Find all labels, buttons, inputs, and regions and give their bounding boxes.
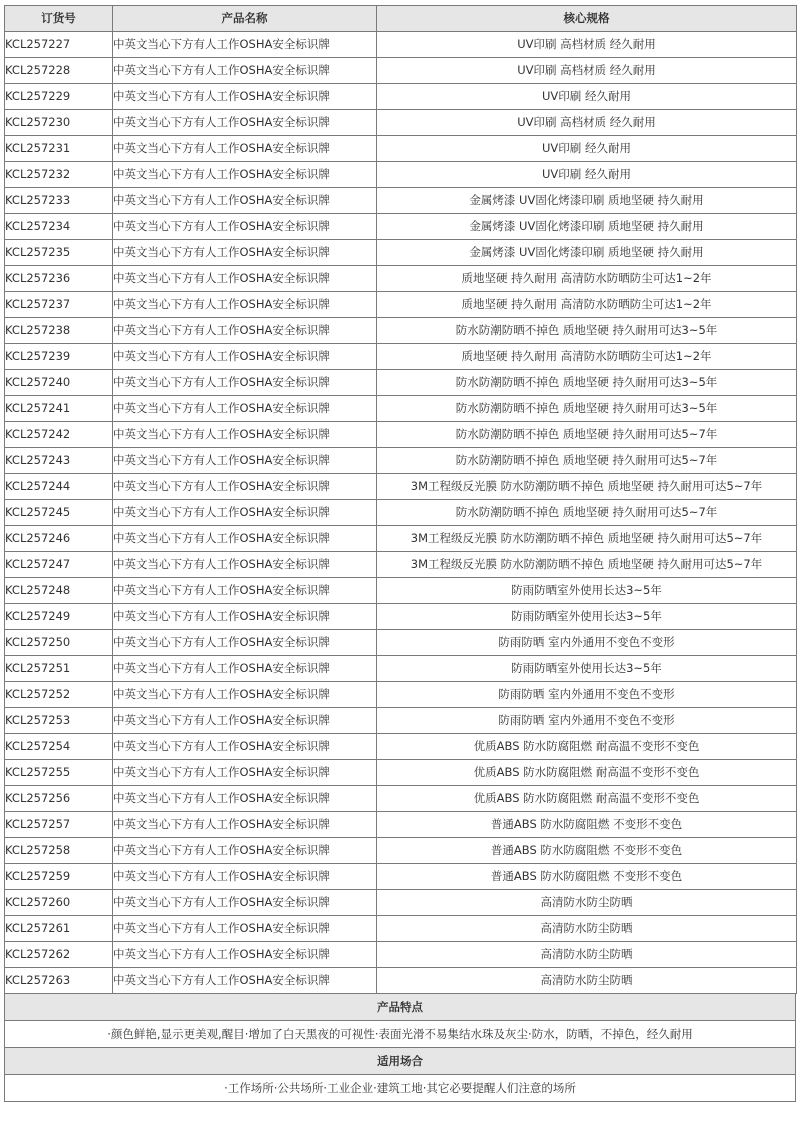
core-spec-cell: 3M工程级反光膜 防水防潮防晒不掉色 质地坚硬 持久耐用可达5~7年	[377, 474, 797, 500]
product-name-cell: 中英文当心下方有人工作OSHA安全标识牌	[113, 448, 377, 474]
product-name-cell: 中英文当心下方有人工作OSHA安全标识牌	[113, 526, 377, 552]
product-name-cell: 中英文当心下方有人工作OSHA安全标识牌	[113, 188, 377, 214]
core-spec-cell: 防水防潮防晒不掉色 质地坚硬 持久耐用可达3~5年	[377, 370, 797, 396]
product-name-cell: 中英文当心下方有人工作OSHA安全标识牌	[113, 656, 377, 682]
product-name-cell: 中英文当心下方有人工作OSHA安全标识牌	[113, 942, 377, 968]
product-name-cell: 中英文当心下方有人工作OSHA安全标识牌	[113, 968, 377, 994]
usage-title: 适用场合	[5, 1048, 795, 1075]
product-name-cell: 中英文当心下方有人工作OSHA安全标识牌	[113, 760, 377, 786]
header-order-code: 订货号	[5, 6, 113, 32]
features-text: ·颜色鲜艳,显示更美观,醒目·增加了白天黑夜的可视性·表面光滑不易集结水珠及灰尘·防水，防晒，不掉色，经久耐用	[107, 1027, 693, 1041]
core-spec-cell: 优质ABS 防水防腐阻燃 耐高温不变形不变色	[377, 786, 797, 812]
product-name-cell: 中英文当心下方有人工作OSHA安全标识牌	[113, 240, 377, 266]
order-code-cell: KCL257232	[5, 162, 113, 188]
core-spec-cell: 质地坚硬 持久耐用 高清防水防晒防尘可达1~2年	[377, 292, 797, 318]
table-row	[5, 708, 797, 734]
table-row	[5, 318, 797, 344]
core-spec-cell: 质地坚硬 持久耐用 高清防水防晒防尘可达1~2年	[377, 344, 797, 370]
order-code-cell: KCL257234	[5, 214, 113, 240]
table-row	[5, 656, 797, 682]
table-row	[5, 552, 797, 578]
table-row	[5, 786, 797, 812]
table-row	[5, 58, 797, 84]
core-spec-cell: 优质ABS 防水防腐阻燃 耐高温不变形不变色	[377, 760, 797, 786]
table-row	[5, 214, 797, 240]
core-spec-cell: 防水防潮防晒不掉色 质地坚硬 持久耐用可达5~7年	[377, 422, 797, 448]
table-row	[5, 162, 797, 188]
product-name-cell: 中英文当心下方有人工作OSHA安全标识牌	[113, 708, 377, 734]
order-code-cell: KCL257228	[5, 58, 113, 84]
spec-table	[4, 5, 797, 994]
order-code-cell: KCL257233	[5, 188, 113, 214]
table-row	[5, 864, 797, 890]
core-spec-cell: 质地坚硬 持久耐用 高清防水防晒防尘可达1~2年	[377, 266, 797, 292]
product-name-cell: 中英文当心下方有人工作OSHA安全标识牌	[113, 110, 377, 136]
product-name-cell: 中英文当心下方有人工作OSHA安全标识牌	[113, 396, 377, 422]
order-code-cell: KCL257261	[5, 916, 113, 942]
order-code-cell: KCL257242	[5, 422, 113, 448]
product-name-cell: 中英文当心下方有人工作OSHA安全标识牌	[113, 786, 377, 812]
order-code-cell: KCL257237	[5, 292, 113, 318]
core-spec-cell: 3M工程级反光膜 防水防潮防晒不掉色 质地坚硬 持久耐用可达5~7年	[377, 552, 797, 578]
core-spec-cell: 普通ABS 防水防腐阻燃 不变形不变色	[377, 864, 797, 890]
core-spec-cell: 高清防水防尘防晒	[377, 916, 797, 942]
product-name-cell: 中英文当心下方有人工作OSHA安全标识牌	[113, 214, 377, 240]
order-code-cell: KCL257231	[5, 136, 113, 162]
core-spec-cell: 高清防水防尘防晒	[377, 942, 797, 968]
table-row	[5, 396, 797, 422]
order-code-cell: KCL257249	[5, 604, 113, 630]
core-spec-cell: UV印刷 高档材质 经久耐用	[377, 58, 797, 84]
product-name-cell: 中英文当心下方有人工作OSHA安全标识牌	[113, 266, 377, 292]
core-spec-cell: 高清防水防尘防晒	[377, 968, 797, 994]
order-code-cell: KCL257238	[5, 318, 113, 344]
order-code-cell: KCL257235	[5, 240, 113, 266]
order-code-cell: KCL257244	[5, 474, 113, 500]
product-name-cell: 中英文当心下方有人工作OSHA安全标识牌	[113, 864, 377, 890]
table-row	[5, 682, 797, 708]
usage-section	[4, 1048, 796, 1102]
header-product-name: 产品名称	[113, 6, 377, 32]
order-code-cell: KCL257245	[5, 500, 113, 526]
order-code-cell: KCL257227	[5, 32, 113, 58]
core-spec-cell: UV印刷 高档材质 经久耐用	[377, 32, 797, 58]
order-code-cell: KCL257246	[5, 526, 113, 552]
usage-text: ·工作场所·公共场所·工业企业·建筑工地·其它必要提醒人们注意的场所	[224, 1081, 576, 1095]
core-spec-cell: 防水防潮防晒不掉色 质地坚硬 持久耐用可达3~5年	[377, 396, 797, 422]
order-code-cell: KCL257248	[5, 578, 113, 604]
core-spec-cell: 防雨防晒室外使用长达3~5年	[377, 604, 797, 630]
product-name-cell: 中英文当心下方有人工作OSHA安全标识牌	[113, 682, 377, 708]
product-name-cell: 中英文当心下方有人工作OSHA安全标识牌	[113, 630, 377, 656]
core-spec-cell: 普通ABS 防水防腐阻燃 不变形不变色	[377, 812, 797, 838]
features-title: 产品特点	[5, 994, 795, 1021]
table-row	[5, 942, 797, 968]
core-spec-cell: 防水防潮防晒不掉色 质地坚硬 持久耐用可达5~7年	[377, 500, 797, 526]
table-row	[5, 812, 797, 838]
core-spec-cell: 金属烤漆 UV固化烤漆印刷 质地坚硬 持久耐用	[377, 214, 797, 240]
table-row	[5, 32, 797, 58]
product-name-cell: 中英文当心下方有人工作OSHA安全标识牌	[113, 422, 377, 448]
order-code-cell: KCL257243	[5, 448, 113, 474]
product-name-cell: 中英文当心下方有人工作OSHA安全标识牌	[113, 474, 377, 500]
product-name-cell: 中英文当心下方有人工作OSHA安全标识牌	[113, 812, 377, 838]
table-row	[5, 500, 797, 526]
product-name-cell: 中英文当心下方有人工作OSHA安全标识牌	[113, 578, 377, 604]
table-row	[5, 292, 797, 318]
table-header-row	[5, 6, 797, 32]
core-spec-cell: UV印刷 经久耐用	[377, 136, 797, 162]
product-name-cell: 中英文当心下方有人工作OSHA安全标识牌	[113, 890, 377, 916]
table-row	[5, 344, 797, 370]
order-code-cell: KCL257258	[5, 838, 113, 864]
order-code-cell: KCL257255	[5, 760, 113, 786]
order-code-cell: KCL257260	[5, 890, 113, 916]
product-name-cell: 中英文当心下方有人工作OSHA安全标识牌	[113, 552, 377, 578]
order-code-cell: KCL257236	[5, 266, 113, 292]
order-code-cell: KCL257229	[5, 84, 113, 110]
core-spec-cell: 防雨防晒 室内外通用不变色不变形	[377, 630, 797, 656]
order-code-cell: KCL257254	[5, 734, 113, 760]
order-code-cell: KCL257259	[5, 864, 113, 890]
product-name-cell: 中英文当心下方有人工作OSHA安全标识牌	[113, 318, 377, 344]
table-row	[5, 734, 797, 760]
product-name-cell: 中英文当心下方有人工作OSHA安全标识牌	[113, 916, 377, 942]
product-name-cell: 中英文当心下方有人工作OSHA安全标识牌	[113, 734, 377, 760]
table-row	[5, 136, 797, 162]
features-section	[4, 994, 796, 1048]
order-code-cell: KCL257241	[5, 396, 113, 422]
core-spec-cell: 优质ABS 防水防腐阻燃 耐高温不变形不变色	[377, 734, 797, 760]
order-code-cell: KCL257252	[5, 682, 113, 708]
table-body	[5, 32, 797, 994]
core-spec-cell: 普通ABS 防水防腐阻燃 不变形不变色	[377, 838, 797, 864]
table-row	[5, 760, 797, 786]
product-name-cell: 中英文当心下方有人工作OSHA安全标识牌	[113, 32, 377, 58]
product-name-cell: 中英文当心下方有人工作OSHA安全标识牌	[113, 344, 377, 370]
core-spec-cell: 防雨防晒 室内外通用不变色不变形	[377, 708, 797, 734]
core-spec-cell: 防雨防晒 室内外通用不变色不变形	[377, 682, 797, 708]
product-name-cell: 中英文当心下方有人工作OSHA安全标识牌	[113, 370, 377, 396]
product-name-cell: 中英文当心下方有人工作OSHA安全标识牌	[113, 162, 377, 188]
core-spec-cell: 3M工程级反光膜 防水防潮防晒不掉色 质地坚硬 持久耐用可达5~7年	[377, 526, 797, 552]
table-row	[5, 266, 797, 292]
core-spec-cell: 金属烤漆 UV固化烤漆印刷 质地坚硬 持久耐用	[377, 240, 797, 266]
core-spec-cell: 防水防潮防晒不掉色 质地坚硬 持久耐用可达5~7年	[377, 448, 797, 474]
order-code-cell: KCL257262	[5, 942, 113, 968]
table-row	[5, 630, 797, 656]
table-row	[5, 916, 797, 942]
header-core-spec: 核心规格	[377, 6, 797, 32]
product-name-cell: 中英文当心下方有人工作OSHA安全标识牌	[113, 58, 377, 84]
product-name-cell: 中英文当心下方有人工作OSHA安全标识牌	[113, 838, 377, 864]
order-code-cell: KCL257230	[5, 110, 113, 136]
table-row	[5, 448, 797, 474]
table-row	[5, 526, 797, 552]
table-row	[5, 968, 797, 994]
order-code-cell: KCL257253	[5, 708, 113, 734]
table-row	[5, 370, 797, 396]
core-spec-cell: 防雨防晒室外使用长达3~5年	[377, 578, 797, 604]
order-code-cell: KCL257256	[5, 786, 113, 812]
table-row	[5, 240, 797, 266]
core-spec-cell: 金属烤漆 UV固化烤漆印刷 质地坚硬 持久耐用	[377, 188, 797, 214]
product-name-cell: 中英文当心下方有人工作OSHA安全标识牌	[113, 136, 377, 162]
core-spec-cell: UV印刷 经久耐用	[377, 84, 797, 110]
product-name-cell: 中英文当心下方有人工作OSHA安全标识牌	[113, 500, 377, 526]
core-spec-cell: 高清防水防尘防晒	[377, 890, 797, 916]
table-row	[5, 188, 797, 214]
product-name-cell: 中英文当心下方有人工作OSHA安全标识牌	[113, 84, 377, 110]
core-spec-cell: UV印刷 经久耐用	[377, 162, 797, 188]
product-name-cell: 中英文当心下方有人工作OSHA安全标识牌	[113, 292, 377, 318]
table-row	[5, 84, 797, 110]
table-row	[5, 422, 797, 448]
table-row	[5, 578, 797, 604]
table-row	[5, 890, 797, 916]
core-spec-cell: UV印刷 高档材质 经久耐用	[377, 110, 797, 136]
order-code-cell: KCL257257	[5, 812, 113, 838]
core-spec-cell: 防雨防晒室外使用长达3~5年	[377, 656, 797, 682]
table-row	[5, 474, 797, 500]
product-spec-sheet	[4, 5, 796, 1102]
table-row	[5, 604, 797, 630]
table-row	[5, 110, 797, 136]
order-code-cell: KCL257250	[5, 630, 113, 656]
order-code-cell: KCL257263	[5, 968, 113, 994]
table-row	[5, 838, 797, 864]
order-code-cell: KCL257247	[5, 552, 113, 578]
order-code-cell: KCL257239	[5, 344, 113, 370]
core-spec-cell: 防水防潮防晒不掉色 质地坚硬 持久耐用可达3~5年	[377, 318, 797, 344]
product-name-cell: 中英文当心下方有人工作OSHA安全标识牌	[113, 604, 377, 630]
order-code-cell: KCL257240	[5, 370, 113, 396]
order-code-cell: KCL257251	[5, 656, 113, 682]
